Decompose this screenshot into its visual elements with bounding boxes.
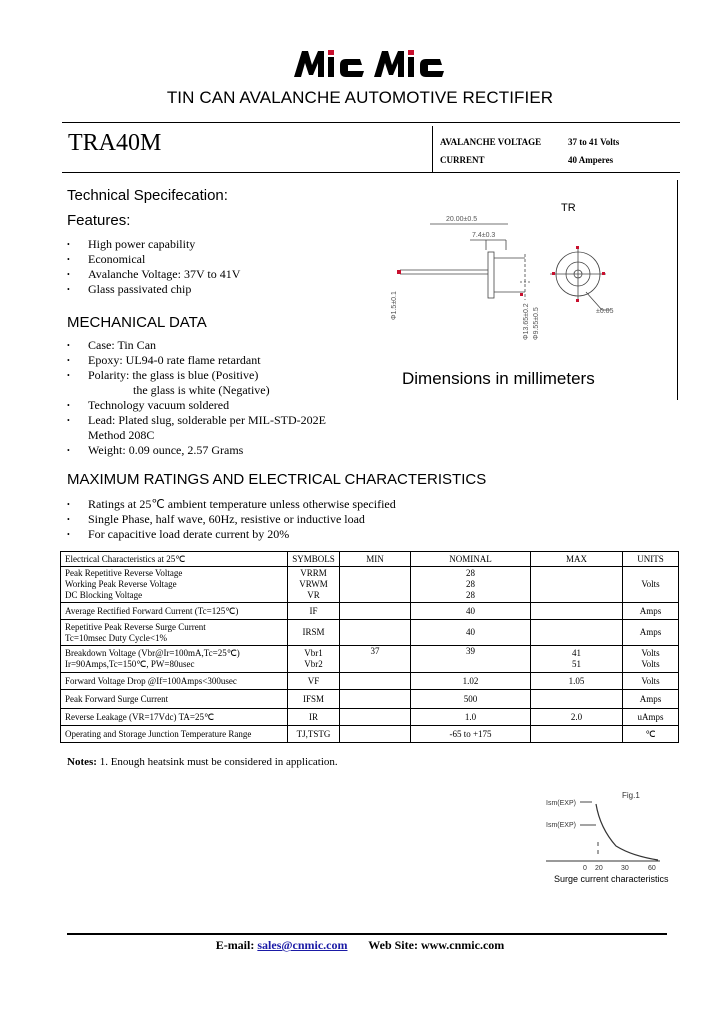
symbol-line: VRWM [299,579,328,589]
symbol-cell: IRSM [288,620,340,646]
table-row [61,709,679,726]
package-label: TR [561,202,576,214]
web-site: www.cnmic.com [420,938,505,952]
param-line: Peak Repetitive Reverse Voltage [65,568,183,578]
column-header: MAX [531,552,623,567]
symbol-cell [288,567,340,603]
brand-logo [288,45,448,81]
value-line: Volts [641,659,660,669]
part-divider [62,172,680,173]
units-cell: uAmps [623,709,679,726]
table-header-row [61,552,679,567]
param-line: Breakdown Voltage (Vbr@Ir=100mA,Tc=25℃) [65,648,240,658]
max-cell [531,620,623,646]
list-item: • Technology vacuum soldered [67,398,397,413]
nominal-cell: 40 [411,603,531,620]
value-line: 41 [572,648,581,658]
spec-label: AVALANCHE VOLTAGE [440,137,542,147]
param-line: Ir=90Amps,Tc=150℃, PW=80usec [65,659,195,669]
table-row [61,726,679,743]
document-title: TIN CAN AVALANCHE AUTOMOTIVE RECTIFIER [166,88,554,107]
symbol-cell: IF [288,603,340,620]
email-link[interactable]: sales@cnmic.com [257,938,348,952]
table-row [61,673,679,690]
max-cell [531,567,623,603]
dim-mid-label: 7.4±0.3 [472,232,496,239]
spec-row-current [440,151,619,169]
max-cell [531,690,623,709]
header-divider [62,122,680,123]
nominal-cell: 40 [411,620,531,646]
param-line: Tc=10msec Duty Cycle<1% [65,632,167,643]
table-row [61,603,679,620]
figure-label-b: Ism(EXP) [546,822,576,829]
min-cell [340,690,411,709]
param-line: Repetitive Peak Reverse Surge Current [65,621,206,632]
list-item: • Single Phase, half wave, 60Hz, resistive or inductive load [67,512,567,527]
value-line: 28 [466,579,475,589]
min-cell [340,726,411,743]
footer-divider [67,933,667,935]
table-row [61,620,679,646]
symbol-line: VR [307,590,320,600]
value-line: 51 [572,659,581,669]
min-cell: 37 [340,646,411,673]
min-cell [340,603,411,620]
ratings-heading: MAXIMUM RATINGS AND ELECTRICAL CHARACTERISTICS [67,471,487,488]
param-cell: Operating and Storage Junction Temperature Range [61,726,288,743]
footnote-label: Notes: [67,756,97,768]
x-tick-label: 30 [621,865,629,872]
param-cell [61,620,288,646]
diagram-caption: Dimensions in millimeters [402,369,595,388]
ratings-notes-list [67,497,567,542]
part-spec-table [440,133,619,169]
units-cell: ℃ [623,726,679,743]
nominal-cell: 1.02 [411,673,531,690]
spec-value: 37 to 41 Volts [568,137,620,147]
dim-left-label: Φ1.5±0.1 [391,291,398,320]
max-cell [531,726,623,743]
list-item: • High power capability [67,237,367,252]
symbol-line: VRRM [300,568,327,578]
param-line: DC Blocking Voltage [65,590,143,600]
symbol-line: Vbr2 [304,659,323,669]
min-cell [340,709,411,726]
column-header: UNITS [623,552,679,567]
max-cell [531,646,623,673]
max-cell [531,603,623,620]
list-item: • Lead: Plated slug, solderable per MIL-STD-202E [67,413,397,428]
footnote-text: 1. Enough heatsink must be considered in application. [99,756,338,768]
footnote [67,756,338,768]
param-cell: Reverse Leakage (VR=17Vdc) TA=25℃ [61,709,288,726]
units-cell: Volts [623,567,679,603]
list-item: • Avalanche Voltage: 37V to 41V [67,267,367,282]
electrical-characteristics-table [60,551,679,743]
mechanical-heading: MECHANICAL DATA [67,314,207,331]
x-tick-label: 0 [583,865,587,872]
units-cell: Volts [623,673,679,690]
spec-value: 40 Amperes [568,155,614,165]
param-cell: Average Rectified Forward Current (Tc=125℃) [61,603,288,620]
table-row [61,690,679,709]
surge-current-figure [540,788,680,888]
x-tick-label: 60 [648,865,656,872]
x-tick-label: 20 [595,865,603,872]
symbol-cell: VF [288,673,340,690]
list-item: • Polarity: the glass is blue (Positive) [67,368,397,383]
param-cell [61,646,288,673]
column-header: Electrical Characteristics at 25℃ [61,552,288,567]
nominal-cell: -65 to +175 [411,726,531,743]
units-cell: Amps [623,620,679,646]
list-item: • Weight: 0.09 ounce, 2.57 Grams [67,443,397,458]
min-cell [340,620,411,646]
web-label: Web Site: [368,938,418,952]
technical-heading: Technical Specifecation: [67,187,228,204]
list-item: • For capacitive load derate current by 20% [67,527,567,542]
email-label: E-mail: [215,938,255,952]
param-cell: Peak Forward Surge Current [61,690,288,709]
list-item: • Epoxy: UL94-0 rate flame retardant [67,353,397,368]
min-cell [340,567,411,603]
dim-body-label: Φ13.65±0.2 [523,303,530,340]
max-cell: 2.0 [531,709,623,726]
column-header: NOMINAL [411,552,531,567]
list-item: Method 208C [88,428,155,442]
symbol-cell: IR [288,709,340,726]
part-number: TRA40M [68,130,162,156]
table-row [61,646,679,673]
dim-can-label: Φ9.55±0.5 [533,307,540,340]
dim-top-label: 20.00±0.5 [446,216,478,223]
nominal-cell: 39 [411,646,531,673]
max-cell: 1.05 [531,673,623,690]
value-line: 28 [466,590,475,600]
features-heading: Features: [67,212,131,229]
nominal-cell: 1.0 [411,709,531,726]
package-outline-diagram [380,210,630,350]
figure-title: Fig.1 [622,791,640,800]
list-item: • Ratings at 25℃ ambient temperature unless otherwise specified [67,497,567,512]
units-cell: Amps [623,603,679,620]
footer [0,938,720,953]
units-cell [623,646,679,673]
list-item: • Case: Tin Can [67,338,397,353]
list-item: • Glass passivated chip [67,282,367,297]
value-line: 28 [466,568,475,578]
symbol-line: Vbr1 [304,648,323,658]
symbol-cell: IFSM [288,690,340,709]
param-line: Working Peak Reverse Voltage [65,579,177,589]
mechanical-list [67,338,397,458]
symbol-cell: TJ,TSTG [288,726,340,743]
spec-label: CURRENT [440,155,485,165]
part-divider-vertical [432,126,433,172]
list-item: • Economical [67,252,367,267]
param-cell: Forward Voltage Drop @If=100Amps<300usec [61,673,288,690]
list-item: the glass is white (Negative) [133,383,270,397]
diagram-frame-right [677,180,678,400]
column-header: MIN [340,552,411,567]
spec-row-voltage [440,133,619,151]
figure-label-a: Ism(EXP) [546,800,576,807]
symbol-cell [288,646,340,673]
table-row [61,567,679,603]
features-list [67,237,367,297]
column-header: SYMBOLS [288,552,340,567]
dim-small-label: ±0.05 [596,308,614,315]
figure-caption: Surge current characteristics [554,874,669,884]
min-cell [340,673,411,690]
units-cell: Amps [623,690,679,709]
param-cell [61,567,288,603]
nominal-cell: 500 [411,690,531,709]
nominal-cell [411,567,531,603]
value-line: Volts [641,648,660,658]
